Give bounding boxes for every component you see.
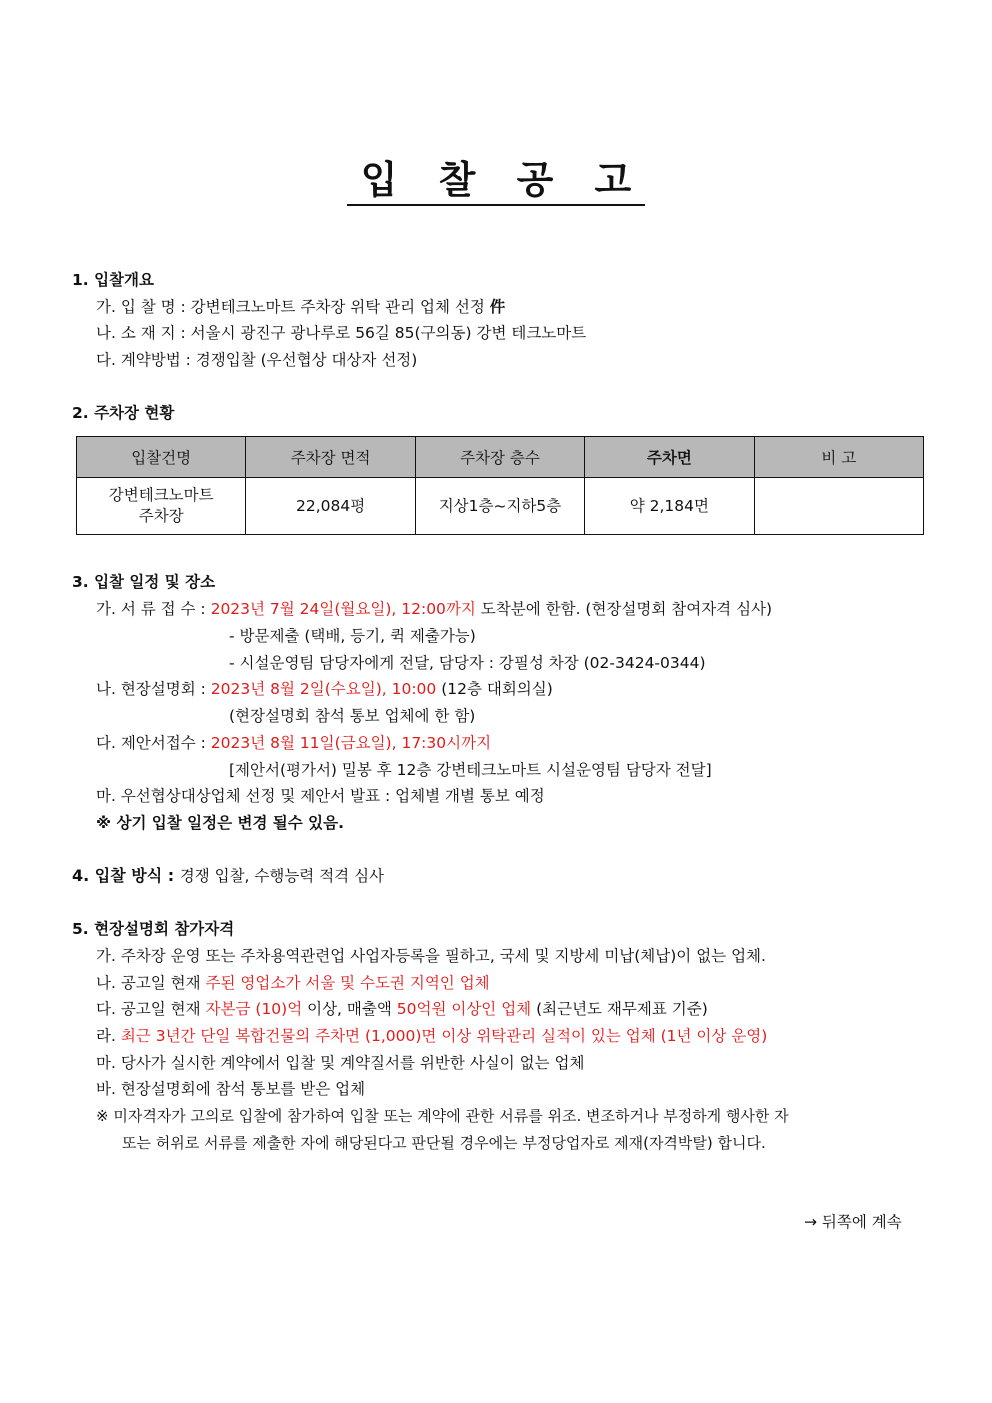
s5-c-mid: 이상, 매출액 [302,1000,397,1018]
s5-d-pre: 라. [96,1027,121,1045]
section-1-heading: 1. 입찰개요 [72,271,154,289]
col-header-area: 주차장 면적 [246,437,415,478]
s1-location: 나. 소 재 지 : 서울시 광진구 광나루로 56길 85(구의동) 강변 테크노마트 [96,324,587,342]
col-header-name: 입찰건명 [77,437,246,478]
s5-d-red: 최근 3년간 단일 복합건물의 주차면 (1,000)면 이상 위탁관리 실적이 있는 업체 (1년 이상 운영) [120,1027,768,1045]
s3-selection: 마. 우선협상대상업체 선정 및 제안서 발표 : 업체별 개별 통보 예정 [96,787,545,805]
section-4-text: 경쟁 입찰, 수행능력 적격 심사 [179,867,385,885]
cell-name-line1: 강변테크노마트 [108,486,214,504]
s3-a-date: 2023년 7월 24일(월요일), 12:00까지 [210,600,476,618]
s5-c-red1: 자본금 (10)억 [205,1000,303,1018]
s3-proposal-submission [96,733,491,753]
s3-c-label: 다. 제안서접수 : [96,734,211,752]
s3-a-sub2: - 시설운영팀 담당자에게 전달, 담당자 : 강필성 차장 (02-3424-0344) [229,654,706,672]
title-text: 입 찰 공 고 [347,158,646,206]
s5-c-pre: 다. 공고일 현재 [96,1000,206,1018]
section-3-heading: 3. 입찰 일정 및 장소 [72,573,216,591]
s3-document-submission [96,599,772,619]
cell-floors: 지상1층~지하5층 [415,478,584,535]
cell-note [754,478,923,535]
s3-a-rest: 도착분에 한함. (현장설명회 참여자격 심사) [475,600,773,618]
s5-c-red2: 50억원 이상인 업체 [396,1000,532,1018]
col-header-floors: 주차장 층수 [415,437,584,478]
s3-b-date: 2023년 8월 2일(수요일), 10:00 [210,680,437,698]
continued-on-back: → 뒤쪽에 계속 [804,1213,902,1231]
cell-spaces: 약 2,184면 [585,478,754,535]
s3-c-sub: [제안서(평가서) 밀봉 후 12층 강변테크노마트 시설운영팀 담당자 전달] [229,761,712,779]
section-4-heading: 4. 입찰 방식 : [72,866,180,885]
section-2-heading: 2. 주차장 현황 [72,404,175,422]
s1-bid-name-text: 가. 입 찰 명 : 강변테크노마트 주차장 위탁 관리 업체 선정 [96,298,490,316]
cell-name [77,478,246,535]
s5-b [96,973,490,993]
s5-b-red: 주된 영업소가 서울 및 수도권 지역인 업체 [205,974,490,992]
s1-bid-name [96,297,505,317]
s3-b-label: 나. 현장설명회 : [96,680,211,698]
s5-c [96,999,708,1019]
s5-c-post: (최근년도 재무제표 기준) [531,1000,708,1018]
s5-b-pre: 나. 공고일 현재 [96,974,206,992]
s5-note-line1: ※ 미자격자가 고의로 입찰에 참가하여 입찰 또는 계약에 관한 서류를 위조. 변조하거나 부정하게 행사한 자 [96,1107,789,1125]
s1-bid-name-suffix: 件 [489,298,506,316]
section-5-heading: 5. 현장설명회 참가자격 [72,920,235,938]
s5-f: 바. 현장설명회에 참석 통보를 받은 업체 [96,1080,366,1098]
s3-b-sub: (현장설명회 참석 통보 업체에 한 함) [229,707,476,725]
s3-c-date: 2023년 8월 11일(금요일), 17:30시까지 [210,734,492,752]
table-row [77,478,924,535]
s3-a-label: 가. 서 류 접 수 : [96,600,211,618]
s5-a: 가. 주차장 운영 또는 주차용역관련업 사업자등록을 필하고, 국세 및 지방세 미납(체납)이 없는 업체. [96,947,766,965]
cell-area: 22,084평 [246,478,415,535]
document-title [0,158,992,206]
s3-site-briefing [96,679,553,699]
s3-b-rest: (12층 대회의실) [436,680,553,698]
col-header-note: 비 고 [754,437,923,478]
section-4 [72,866,384,886]
s3-a-sub1: - 방문제출 (택배, 등기, 퀵 제출가능) [229,627,476,645]
col-header-spaces: 주차면 [585,437,754,478]
table-header-row [77,437,924,478]
s1-contract-method: 다. 계약방법 : 경쟁입찰 (우선협상 대상자 선정) [96,351,418,369]
s3-notice: ※ 상기 입찰 일정은 변경 될수 있음. [96,814,344,832]
cell-name-line2: 주차장 [138,507,184,525]
parking-status-table [76,436,924,535]
s5-note-line2: 또는 허위로 서류를 제출한 자에 해당된다고 판단될 경우에는 부정당업자로 제재(자격박탈) 합니다. [122,1134,766,1152]
s5-d [96,1026,767,1046]
s5-e: 마. 당사가 실시한 계약에서 입찰 및 계약질서를 위반한 사실이 없는 업체 [96,1054,585,1072]
